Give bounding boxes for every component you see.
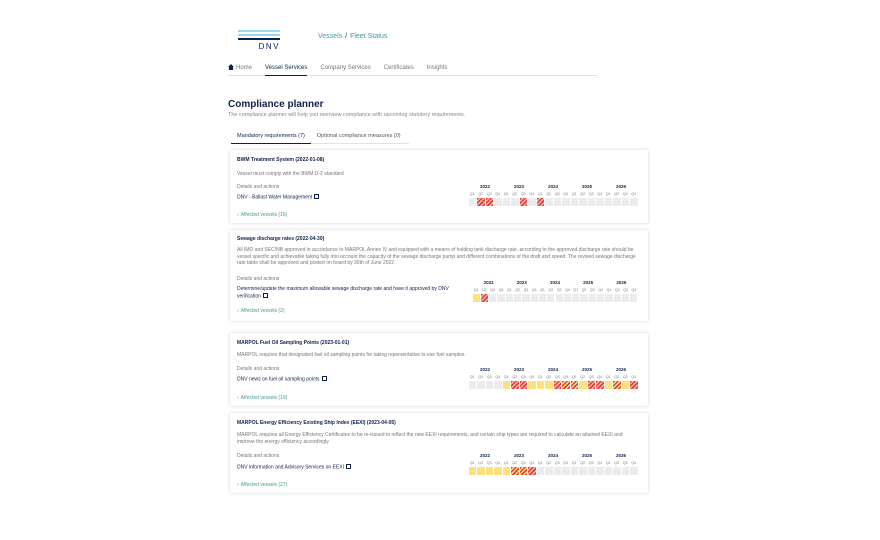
timeline-quarter-cell [539,294,546,302]
timeline-year-label: 2024 [547,453,558,458]
timeline-quarter-label: Q4 [597,375,603,379]
timeline-year-label: 2026 [616,280,627,285]
timeline-quarter-label: Q1 [537,192,543,196]
timeline-quarter-label: Q1 [537,375,543,379]
timeline-quarter-label: Q1 [573,288,579,292]
timeline-quarter-cell [477,467,485,475]
timeline-quarter-label: Q4 [495,375,501,379]
affected-vessels-toggle[interactable] [237,308,285,314]
timeline-year-label: 2022 [479,184,490,189]
timeline-quarter-label: Q3 [486,375,492,379]
external-link-icon [263,293,268,298]
timeline-quarter-label: Q4 [597,192,603,196]
timeline-quarter-label: Q4 [563,375,569,379]
external-link-icon [346,464,351,469]
timeline-quarter-label: Q1 [606,288,612,292]
timeline-year-label: 2023 [516,280,527,285]
timeline-quarter-cell [514,294,521,302]
timeline-quarter-cell [605,294,612,302]
timeline-quarter-cell [511,198,519,206]
timeline-quarter-cell [497,294,504,302]
details-label: Details and actions [237,276,280,282]
timeline-quarter-cell [562,198,570,206]
timeline-year-label: 2022 [479,453,490,458]
timeline-quarter-cell [605,467,613,475]
timeline-quarter-cell [571,381,579,389]
affected-vessels-toggle[interactable] [237,395,287,401]
timeline-quarter-label: Q1 [571,192,577,196]
requirement-card [230,413,648,493]
timeline-quarter-label: Q3 [622,192,628,196]
timeline-quarter-label: Q4 [495,461,501,465]
timeline-quarter-label: Q1 [537,461,543,465]
timeline-quarter-label: Q1 [473,288,479,292]
affected-vessels-toggle[interactable] [237,482,287,488]
card-description: Vessel must comply with the BWM D-2 standard [237,171,344,177]
timeline-quarter-label: Q4 [598,288,603,292]
timeline-quarter-cell [579,467,587,475]
timeline-quarter-cell [469,467,477,475]
details-link-text: DNV - Ballast Water Management [237,194,313,201]
timeline-quarter-label: Q3 [556,288,562,292]
requirement-card [230,333,648,406]
timeline-quarter-label: Q1 [469,192,475,196]
timeline-quarter-cell [562,467,570,475]
timeline-quarter-label: Q2 [515,288,520,292]
timeline-year-label: 2023 [513,367,524,372]
timeline-quarter-label: Q2 [478,192,484,196]
timeline-year-label: 2026 [615,453,626,458]
timeline-quarter-label: Q2 [478,461,484,465]
timeline-quarter-cell [545,467,553,475]
timeline-quarter-cell [477,381,485,389]
timeline-quarter-cell [486,467,494,475]
timeline-quarter-cell [613,381,621,389]
nav-insights[interactable]: Insights [426,65,448,71]
timeline-year-label: 2022 [479,367,490,372]
timeline-quarter-label: Q2 [614,288,620,292]
timeline-quarter-cell [520,381,528,389]
timeline-quarter-cell [622,294,629,302]
timeline-quarter-label: Q3 [520,461,526,465]
timeline-quarter-label: Q1 [507,288,512,292]
timeline-quarter-cell [547,294,554,302]
timeline-year-label: 2025 [581,367,592,372]
home-icon [228,64,234,70]
details-link[interactable] [237,464,351,471]
timeline-quarter-cell [596,467,604,475]
timeline-quarter-cell [503,198,511,206]
chevron-right-icon: › [237,482,239,488]
timeline-quarter-cell [597,294,604,302]
timeline-quarter-cell [579,381,587,389]
tab-optional[interactable]: Optional compliance measures (0) [316,133,401,139]
timeline-quarter-cell [622,198,630,206]
timeline-quarter-label: Q2 [580,375,586,379]
timeline-quarter-cell [537,467,545,475]
timeline-quarter-cell [579,198,587,206]
timeline-quarter-cell [520,467,528,475]
timeline-quarter-cell [630,294,637,302]
timeline-quarter-cell [477,198,485,206]
timeline-quarter-cell [503,467,511,475]
timeline-quarter-cell [503,381,511,389]
timeline-quarter-cell [554,467,562,475]
details-link-text: Determine/update the maximum allowable sewage discharge rate and have it approved by DNV verification [237,286,449,299]
details-link[interactable] [237,376,327,383]
timeline-quarter-cell [554,198,562,206]
timeline-quarter-cell [614,294,621,302]
timeline-quarter-cell [630,467,638,475]
affected-vessels-label: Affected vessels (27) [240,482,288,488]
timeline-quarter-label: Q4 [563,192,569,196]
details-label: Details and actions [237,366,280,372]
nav-home-label: Home [236,65,253,71]
timeline-quarter-label: Q1 [469,375,475,379]
affected-vessels-label: Affected vessels (19) [240,395,288,401]
nav-certificates[interactable]: Certificates [383,65,414,71]
card-description: MARPOL requires that designated fuel oil sampling points for taking representative in-use fuel samples. [237,352,466,358]
timeline-quarter-label: Q4 [495,192,501,196]
timeline-quarter-label: Q4 [529,375,535,379]
timeline-quarter-cell [473,294,480,302]
timeline-quarter-label: Q3 [554,461,560,465]
external-link-icon [314,194,319,199]
timeline-quarter-label: Q4 [597,461,603,465]
timeline-year-label: 2024 [547,367,558,372]
breadcrumb [318,33,387,40]
logo-text: DNV [258,42,280,51]
timeline-year-label: 2025 [581,184,592,189]
details-link[interactable] [237,194,319,201]
timeline-quarter-label: Q4 [531,288,537,292]
timeline-quarter-cell [522,294,529,302]
timeline-quarter-label: Q4 [565,288,570,292]
breadcrumb-separator: / [345,33,348,40]
timeline-quarter-label: Q2 [546,461,552,465]
timeline-quarter-label: Q3 [486,461,492,465]
timeline-quarter-label: Q2 [548,288,554,292]
affected-vessels-label: Affected vessels (16) [240,212,288,218]
timeline-quarter-cell [494,381,502,389]
timeline-quarter-label: Q4 [529,192,535,196]
timeline-quarter-cell [520,198,528,206]
tab-mandatory[interactable]: Mandatory requirements (7) [231,133,311,144]
timeline-quarter-label: Q1 [540,288,545,292]
compliance-timeline [468,367,638,391]
timeline-quarter-cell [506,294,513,302]
timeline-quarter-cell [481,294,488,302]
main-nav [228,64,598,76]
external-link-icon [322,376,327,381]
timeline-quarter-label: Q1 [503,461,509,465]
timeline-year-label: 2024 [547,184,558,189]
timeline-quarter-label: Q2 [614,461,620,465]
timeline-quarter-cell [556,294,563,302]
timeline-quarter-label: Q2 [546,192,552,196]
timeline-quarter-cell [469,381,477,389]
chevron-right-icon: › [237,308,239,314]
timeline-quarter-cell [596,198,604,206]
timeline-quarter-cell [494,467,502,475]
timeline-quarter-label: Q2 [580,192,586,196]
timeline-quarter-label: Q3 [486,192,492,196]
card-heading: MARPOL Energy Efficiency Existing Ship Index (EEXI) (2023-04-05) [237,420,396,426]
timeline-quarter-cell [571,467,579,475]
timeline-quarter-label: Q3 [588,192,594,196]
timeline-quarter-label: Q4 [631,375,637,379]
breadcrumb-fleet-status[interactable]: Fleet Status [350,33,388,40]
timeline-quarter-cell [605,381,613,389]
page-subtitle: The compliance planner will help you overview compliance with upcoming statutory requirements. [228,112,466,118]
timeline-quarter-label: Q3 [554,375,560,379]
timeline-quarter-cell [537,381,545,389]
timeline-year-label: 2026 [615,367,626,372]
timeline-quarter-cell [528,467,536,475]
breadcrumb-vessels[interactable]: Vessels [318,33,343,40]
compliance-timeline [468,453,638,477]
details-link[interactable] [237,286,469,300]
timeline-quarter-label: Q4 [563,461,569,465]
card-heading: MARPOL Fuel Oil Sampling Points (2023-01-01) [237,340,350,346]
timeline-quarter-cell [486,198,494,206]
timeline-quarter-label: Q3 [623,288,628,292]
timeline-quarter-cell [630,381,638,389]
timeline-year-label: 2025 [581,453,592,458]
details-link-text: DNV news on fuel oil sampling points [237,376,320,383]
timeline-quarter-cell [622,381,630,389]
timeline-quarter-label: Q4 [631,288,637,292]
compliance-timeline [468,184,638,208]
timeline-quarter-cell [562,381,570,389]
timeline-year-label: 2023 [513,184,524,189]
timeline-quarter-label: Q1 [469,461,475,465]
timeline-quarter-cell [528,381,536,389]
timeline-quarter-label: Q4 [498,288,504,292]
timeline-quarter-cell [622,467,630,475]
timeline-year-label: 2023 [513,453,524,458]
timeline-quarter-label: Q4 [631,461,637,465]
timeline-quarter-cell [494,198,502,206]
timeline-quarter-label: Q3 [520,192,526,196]
timeline-quarter-label: Q1 [503,375,509,379]
timeline-quarter-label: Q3 [622,461,628,465]
timeline-quarter-label: Q4 [631,192,637,196]
timeline-quarter-label: Q3 [588,375,594,379]
timeline-quarter-cell [571,198,579,206]
nav-home[interactable] [228,64,252,76]
requirement-card [230,230,648,321]
timeline-quarter-label: Q1 [605,461,611,465]
timeline-quarter-label: Q3 [490,288,496,292]
timeline-quarter-cell [528,198,536,206]
timeline-quarter-cell [572,294,579,302]
timeline-quarter-label: Q2 [580,461,586,465]
timeline-quarter-cell [588,198,596,206]
timeline-quarter-label: Q2 [614,192,620,196]
card-description: MARPOL requires all Energy Efficiency Certificates to be re-issued to reflect the new EEXI requirements, and certain ship types are required to calculate an attained EEXI and improve the energy efficiency accordingly. [237,432,623,445]
timeline-quarter-cell [486,381,494,389]
timeline-quarter-label: Q1 [605,375,611,379]
timeline-quarter-cell [580,294,587,302]
affected-vessels-toggle[interactable] [237,212,287,218]
timeline-quarter-label: Q2 [614,375,620,379]
timeline-year-label: 2026 [615,184,626,189]
nav-company-services[interactable]: Company Services [320,65,371,71]
timeline-quarter-label: Q1 [571,375,577,379]
timeline-quarter-label: Q2 [512,192,518,196]
timeline-quarter-label: Q4 [529,461,535,465]
timeline-quarter-cell [489,294,496,302]
timeline-quarter-label: Q2 [482,288,487,292]
chevron-right-icon: › [237,395,239,401]
timeline-quarter-cell [613,198,621,206]
timeline-quarter-cell [589,294,596,302]
card-description: All IMO and SEC/NB approved in accordance to MARPOL Annex IV and equipped with a means of holding tank discharge rate, according to the approved discharge rate should be vessel specific and achievable taking fully into account the capacity of the sewage discharge pump and different combinations of the draft and speed. The revised sewage discharge rate table shall be approved and posted on board by 30th of June 2022. [237,247,636,266]
timeline-quarter-label: Q2 [478,375,484,379]
timeline-quarter-label: Q1 [605,192,611,196]
timeline-quarter-cell [511,381,519,389]
timeline-quarter-cell [537,198,545,206]
card-heading: Sewage discharge rates (2022-04-30) [237,236,325,242]
timeline-quarter-label: Q3 [523,288,529,292]
timeline-quarter-label: Q3 [554,192,560,196]
timeline-quarter-cell [511,467,519,475]
timeline-quarter-label: Q3 [588,461,594,465]
requirement-card [230,150,648,223]
timeline-quarter-cell [630,198,638,206]
timeline-quarter-cell [613,467,621,475]
timeline-quarter-cell [554,381,562,389]
requirement-tabs [231,133,409,144]
timeline-quarter-cell [564,294,571,302]
page-title: Compliance planner [228,99,324,110]
affected-vessels-label: Affected vessels (2) [240,308,285,314]
timeline-quarter-cell [588,467,596,475]
timeline-quarter-label: Q1 [503,192,509,196]
dnv-logo[interactable] [238,30,280,52]
timeline-quarter-label: Q3 [590,288,595,292]
timeline-quarter-label: Q2 [546,375,552,379]
timeline-quarter-cell [588,381,596,389]
nav-vessel-services[interactable]: Vessel Services [265,64,307,76]
details-label: Details and actions [237,453,280,459]
chevron-right-icon: › [237,212,239,218]
timeline-quarter-label: Q2 [581,288,587,292]
timeline-quarter-label: Q1 [571,461,577,465]
timeline-quarter-cell [531,294,538,302]
timeline-year-label: 2024 [549,280,560,285]
timeline-quarter-cell [545,198,553,206]
card-heading: BWM Treatment System (2022-01-08) [237,157,325,163]
timeline-quarter-label: Q3 [520,375,526,379]
timeline-quarter-cell [469,198,477,206]
timeline-quarter-label: Q2 [512,375,518,379]
details-label: Details and actions [237,184,280,190]
timeline-quarter-cell [605,198,613,206]
timeline-year-label: 2025 [583,280,594,285]
compliance-timeline [472,280,638,304]
timeline-quarter-cell [596,381,604,389]
timeline-year-label: 2022 [483,280,494,285]
details-link-text: DNV information and Advisory Services on EEXI [237,464,344,471]
timeline-quarter-label: Q3 [622,375,628,379]
timeline-quarter-cell [545,381,553,389]
timeline-quarter-label: Q2 [512,461,518,465]
